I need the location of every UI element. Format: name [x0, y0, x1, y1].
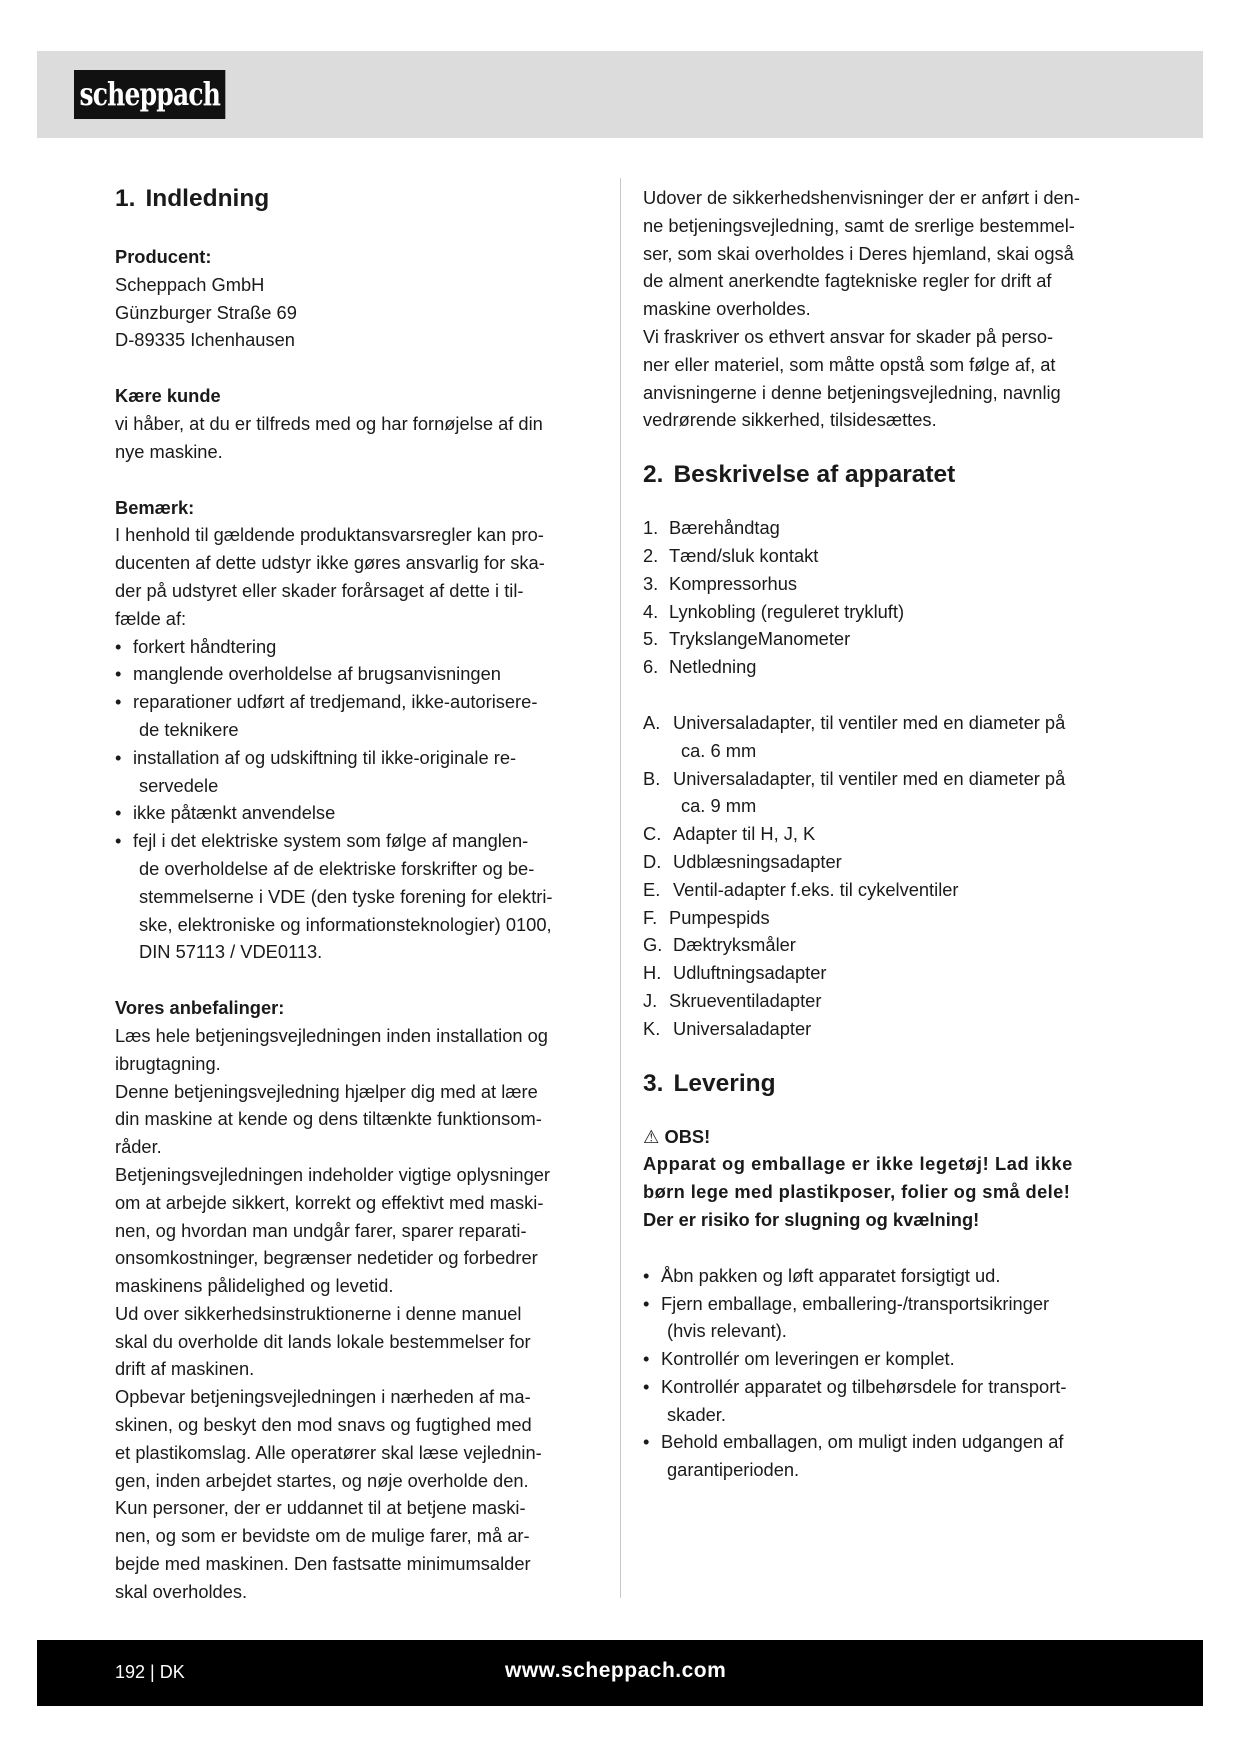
page-number: 192 | DK	[115, 1662, 185, 1682]
website-url: www.scheppach.com	[505, 1659, 727, 1682]
section-number: 1.	[115, 185, 136, 212]
list-item: 1. Bærehåndtag	[643, 517, 780, 539]
section-number: 3.	[643, 1069, 664, 1097]
delivery-checklist	[643, 1262, 1130, 1484]
list-item-continuation: ca. 9 mm	[681, 795, 757, 817]
text-line: der på udstyret eller skader forårsaget af dette i til-	[115, 579, 524, 601]
page-header	[37, 51, 1203, 138]
list-item: 6. Netledning	[643, 656, 757, 678]
text-line: I henhold til gældende produktansvarsregler kan pro-	[115, 524, 544, 546]
section-3-heading	[643, 1069, 1130, 1099]
list-item: • forkert håndtering	[115, 633, 602, 661]
address-line: Scheppach GmbH	[115, 273, 265, 295]
page-footer	[37, 1640, 1203, 1706]
producer-label: Producent:	[115, 246, 212, 267]
list-item: • Kontrollér om leveringen er komplet.	[643, 1345, 1130, 1373]
dear-customer-label: Kære kunde	[115, 385, 221, 407]
list-item: C. Adapter til H, J, K	[643, 823, 816, 845]
safety-intro: Udover de sikkerhedshenvisninger der er anført i den- ne betjeningsvejledning, samt de srerlige bestemmel- ser, som skai overholdes i Deres hjemland, skai også de alment anerkendte fagtekniske regler for drift af maskine overholdes. Vi fraskriver os ethvert ansvar for skader på perso- ner eller materiel, som måtte opstå som følge af, at anvisningerne i denne betjeningsvejledning, navnlig vedrørende sikkerhed, tilsidesættes.	[643, 187, 1080, 431]
brand-logo: scheppach	[74, 70, 226, 119]
list-item: H. Udluftningsadapter	[643, 962, 827, 984]
section-title: Indledning	[145, 185, 270, 212]
warning-heading: ⚠ OBS!	[643, 1125, 711, 1147]
list-item: B. Universaladapter, til ventiler med en diameter på	[643, 767, 1066, 789]
list-item: 4. Lynkobling (reguleret trykluft)	[643, 600, 905, 622]
list-item: G. Dæktryksmåler	[643, 934, 796, 956]
section-2-heading	[643, 460, 1130, 490]
list-item: F. Pumpespids	[643, 906, 770, 928]
list-item-continuation: ca. 6 mm	[681, 739, 757, 761]
text-line: ducenten af dette udstyr ikke gøres ansvarlig for ska-	[115, 552, 545, 574]
list-item: • Fjern emballage, emballering-/transportsikringer (hvis relevant).	[643, 1290, 1130, 1346]
list-item: 5. TrykslangeManometer	[643, 628, 851, 650]
parts-list	[643, 514, 1130, 681]
list-item: • fejl i det elektriske system som følge af manglen- de overholdelse af de elektriske forskrifter og be- stemmelserne i VDE (den tyske forening for elektri- ske, elektroniske og informationsteknologier) 0100, DIN 57113 / VDE0113.	[115, 827, 602, 966]
recommendations-label: Vores anbefalinger:	[115, 997, 285, 1019]
list-item: • Kontrollér apparatet og tilbehørsdele for transport- skader.	[643, 1373, 1130, 1429]
list-item: • Behold emballagen, om muligt inden udgangen af garantiperioden.	[643, 1428, 1130, 1484]
text-line: vi håber, at du er tilfreds med og har fornøjelse af din	[115, 412, 543, 434]
list-item: K. Universaladapter	[643, 1017, 812, 1039]
liability-exclusions-list	[115, 633, 602, 967]
list-item: • reparationer udført af tredjemand, ikke-autorisere- de teknikere	[115, 688, 602, 744]
list-item: A. Universaladapter, til ventiler med en diameter på	[643, 711, 1066, 733]
list-item: • installation af og udskiftning til ikke-originale re- servedele	[115, 744, 602, 800]
accessories-list	[643, 709, 1130, 1043]
section-title: Levering	[673, 1069, 776, 1097]
section-number: 2.	[643, 461, 664, 489]
list-item: • manglende overholdelse af brugsanvisningen	[115, 660, 602, 688]
left-column	[115, 184, 602, 1606]
text-line: nye maskine.	[115, 440, 223, 462]
section-title: Beskrivelse af apparatet	[673, 461, 956, 489]
column-divider	[620, 178, 621, 1598]
address-line: D-89335 Ichenhausen	[115, 329, 295, 351]
list-item: J. Skrueventiladapter	[643, 989, 822, 1011]
note-label: Bemærk:	[115, 496, 195, 518]
warning-text: Apparat og emballage er ikke legetøj! Lad ikke børn lege med plastikposer, folier og små dele! Der er risiko for slugning og kvælning!	[643, 1153, 1073, 1230]
list-item: 2. Tænd/sluk kontakt	[643, 544, 819, 566]
warning-triangle-icon: ⚠	[643, 1125, 660, 1147]
recommendations-text: Læs hele betjeningsvejledningen inden installation og ibrugtagning. Denne betjeningsvejledning hjælper dig med at lære din maskine at kende og dens tiltænkte funktionsom- råder. Betjeningsvejledningen indeholder vigtige oplysninger om at arbejde sikkert, korrekt og effektivt med maski- nen, og hvordan man undgår farer, sparer reparati- onsomkostninger, begrænser nedetider og forbedrer maskinens pålidelighed og levetid. Ud over sikkerhedsinstruktionerne i denne manuel skal du overholde dit lands lokale bestemmelser for drift af maskinen. Opbevar betjeningsvejledningen i nærheden af ma- skinen, og beskyt den mod snavs og fugtighed med et plastikomslag. Alle operatører skal læse vejlednin- gen, inden arbejdet startes, og nøje overholde den. Kun personer, der er uddannet til at betjene maski- nen, og som er bevidste om de mulige farer, må ar- bejde med maskinen. Den fastsatte minimumsalder skal overholdes.	[115, 1024, 550, 1602]
list-item: 3. Kompressorhus	[643, 572, 798, 594]
section-1-heading	[115, 184, 602, 214]
list-item: • Åbn pakken og løft apparatet forsigtigt ud.	[643, 1262, 1130, 1290]
list-item: • ikke påtænkt anvendelse	[115, 799, 602, 827]
text-line: fælde af:	[115, 607, 187, 629]
address-line: Günzburger Straße 69	[115, 301, 297, 323]
list-item: D. Udblæsningsadapter	[643, 850, 842, 872]
right-column	[643, 184, 1130, 1484]
list-item: E. Ventil-adapter f.eks. til cykelventiler	[643, 878, 959, 900]
producer-address	[115, 271, 602, 354]
